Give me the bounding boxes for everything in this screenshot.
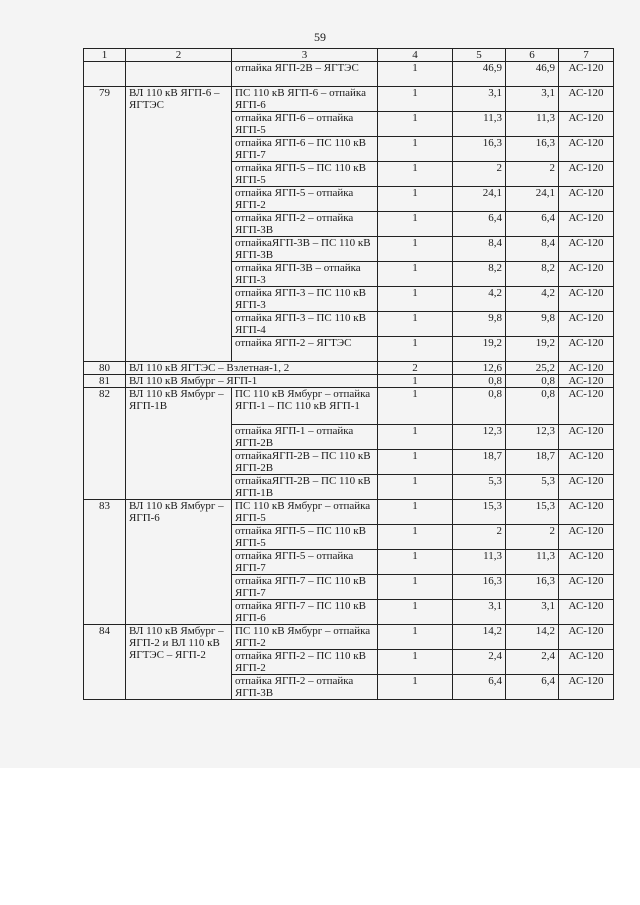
line-name-cell: ВЛ 110 кВ ЯГТЭС – Взлетная-1, 2	[126, 362, 378, 375]
wire-brand-cell: АС-120	[559, 337, 614, 362]
total-length-cell: 8,2	[506, 262, 559, 287]
segment-cell: отпайка ЯГП-5 – отпайка ЯГП-7	[232, 550, 378, 575]
header-cell: 7	[559, 49, 614, 62]
row-number-cell: 79	[84, 87, 126, 362]
header-cell: 4	[378, 49, 453, 62]
circuit-count-cell: 1	[378, 450, 453, 475]
circuit-count-cell: 1	[378, 675, 453, 700]
length-cell: 8,2	[453, 262, 506, 287]
wire-brand-cell: АС-120	[559, 575, 614, 600]
wire-brand-cell: АС-120	[559, 675, 614, 700]
length-cell: 11,3	[453, 550, 506, 575]
circuit-count-cell: 1	[378, 62, 453, 87]
wire-brand-cell: АС-120	[559, 375, 614, 388]
table-row	[84, 375, 614, 388]
segment-cell: отпайка ЯГП-7 – ПС 110 кВ ЯГП-6	[232, 600, 378, 625]
total-length-cell: 18,7	[506, 450, 559, 475]
header-row	[84, 49, 614, 62]
row-number-cell: 81	[84, 375, 126, 388]
length-cell: 0,8	[453, 388, 506, 425]
circuit-count-cell: 1	[378, 287, 453, 312]
wire-brand-cell: АС-120	[559, 500, 614, 525]
total-length-cell: 5,3	[506, 475, 559, 500]
header-cell: 5	[453, 49, 506, 62]
wire-brand-cell: АС-120	[559, 287, 614, 312]
length-cell: 11,3	[453, 112, 506, 137]
circuit-count-cell: 1	[378, 237, 453, 262]
total-length-cell: 6,4	[506, 675, 559, 700]
table-row	[84, 362, 614, 375]
line-name-cell: ВЛ 110 кВ ЯГП-6 – ЯГТЭС	[126, 87, 232, 362]
circuit-count-cell: 1	[378, 550, 453, 575]
length-cell: 15,3	[453, 500, 506, 525]
wire-brand-cell: АС-120	[559, 112, 614, 137]
length-cell: 3,1	[453, 600, 506, 625]
circuit-count-cell: 1	[378, 112, 453, 137]
circuit-count-cell: 1	[378, 575, 453, 600]
wire-brand-cell: АС-120	[559, 237, 614, 262]
length-cell: 9,8	[453, 312, 506, 337]
segment-cell: отпайка ЯГП-6 – отпайка ЯГП-5	[232, 112, 378, 137]
row-number-cell	[84, 62, 126, 87]
page-number: 59	[314, 30, 326, 44]
length-cell: 46,9	[453, 62, 506, 87]
segment-cell: отпайкаЯГП-2В – ПС 110 кВ ЯГП-2В	[232, 450, 378, 475]
row-number-cell: 80	[84, 362, 126, 375]
wire-brand-cell: АС-120	[559, 137, 614, 162]
table-row	[84, 500, 614, 525]
total-length-cell: 25,2	[506, 362, 559, 375]
wire-brand-cell: АС-120	[559, 425, 614, 450]
total-length-cell: 6,4	[506, 212, 559, 237]
segment-cell: ПС 110 кВ Ямбург – отпайка ЯГП-2	[232, 625, 378, 650]
circuit-count-cell: 1	[378, 312, 453, 337]
length-cell: 16,3	[453, 575, 506, 600]
wire-brand-cell: АС-120	[559, 475, 614, 500]
length-cell: 6,4	[453, 212, 506, 237]
table-row	[84, 625, 614, 650]
length-cell: 14,2	[453, 625, 506, 650]
table-row	[84, 87, 614, 112]
wire-brand-cell: АС-120	[559, 388, 614, 425]
circuit-count-cell: 1	[378, 162, 453, 187]
segment-cell: ПС 110 кВ Ямбург – отпайка ЯГП-1 – ПС 110 кВ ЯГП-1	[232, 388, 378, 425]
segment-cell: отпайка ЯГП-5 – ПС 110 кВ ЯГП-5	[232, 162, 378, 187]
table-row	[84, 388, 614, 425]
segment-cell: отпайка ЯГП-6 – ПС 110 кВ ЯГП-7	[232, 137, 378, 162]
segment-cell: ПС 110 кВ ЯГП-6 – отпайка ЯГП-6	[232, 87, 378, 112]
circuit-count-cell: 1	[378, 262, 453, 287]
wire-brand-cell: АС-120	[559, 550, 614, 575]
wire-brand-cell: АС-120	[559, 525, 614, 550]
circuit-count-cell: 1	[378, 500, 453, 525]
circuit-count-cell: 1	[378, 375, 453, 388]
circuit-count-cell: 1	[378, 212, 453, 237]
total-length-cell: 11,3	[506, 112, 559, 137]
segment-cell: отпайка ЯГП-3 – ПС 110 кВ ЯГП-4	[232, 312, 378, 337]
length-cell: 2,4	[453, 650, 506, 675]
circuit-count-cell: 1	[378, 87, 453, 112]
circuit-count-cell: 1	[378, 525, 453, 550]
segment-cell: отпайка ЯГП-2 – отпайка ЯГП-3В	[232, 212, 378, 237]
wire-brand-cell: АС-120	[559, 600, 614, 625]
row-number-cell: 84	[84, 625, 126, 700]
total-length-cell: 3,1	[506, 87, 559, 112]
line-name-cell: ВЛ 110 кВ Ямбург – ЯГП-1В	[126, 388, 232, 500]
header-cell: 6	[506, 49, 559, 62]
length-cell: 6,4	[453, 675, 506, 700]
segment-cell: отпайка ЯГП-7 – ПС 110 кВ ЯГП-7	[232, 575, 378, 600]
length-cell: 18,7	[453, 450, 506, 475]
segment-cell: отпайкаЯГП-3В – ПС 110 кВ ЯГП-3В	[232, 237, 378, 262]
total-length-cell: 2	[506, 525, 559, 550]
total-length-cell: 14,2	[506, 625, 559, 650]
length-cell: 12,3	[453, 425, 506, 450]
length-cell: 2	[453, 162, 506, 187]
circuit-count-cell: 1	[378, 137, 453, 162]
segment-cell: отпайка ЯГП-3В – отпайка ЯГП-3	[232, 262, 378, 287]
wire-brand-cell: АС-120	[559, 162, 614, 187]
total-length-cell: 0,8	[506, 388, 559, 425]
segment-cell: отпайка ЯГП-2 – отпайка ЯГП-3В	[232, 675, 378, 700]
circuit-count-cell: 2	[378, 362, 453, 375]
length-cell: 5,3	[453, 475, 506, 500]
total-length-cell: 15,3	[506, 500, 559, 525]
total-length-cell: 19,2	[506, 337, 559, 362]
circuit-count-cell: 1	[378, 388, 453, 425]
total-length-cell: 11,3	[506, 550, 559, 575]
wire-brand-cell: АС-120	[559, 262, 614, 287]
segment-cell: отпайкаЯГП-2В – ПС 110 кВ ЯГП-1В	[232, 475, 378, 500]
total-length-cell: 9,8	[506, 312, 559, 337]
circuit-count-cell: 1	[378, 650, 453, 675]
wire-brand-cell: АС-120	[559, 62, 614, 87]
wire-brand-cell: АС-120	[559, 450, 614, 475]
length-cell: 4,2	[453, 287, 506, 312]
length-cell: 24,1	[453, 187, 506, 212]
segment-cell: отпайка ЯГП-3 – ПС 110 кВ ЯГП-3	[232, 287, 378, 312]
segment-cell: отпайка ЯГП-2 – ЯГТЭС	[232, 337, 378, 362]
circuit-count-cell: 1	[378, 425, 453, 450]
total-length-cell: 3,1	[506, 600, 559, 625]
wire-brand-cell: АС-120	[559, 312, 614, 337]
total-length-cell: 24,1	[506, 187, 559, 212]
circuit-count-cell: 1	[378, 187, 453, 212]
line-name-cell: ВЛ 110 кВ Ямбург – ЯГП-6	[126, 500, 232, 625]
circuit-count-cell: 1	[378, 600, 453, 625]
segment-cell: отпайка ЯГП-1 – отпайка ЯГП-2В	[232, 425, 378, 450]
wire-brand-cell: АС-120	[559, 187, 614, 212]
wire-brand-cell: АС-120	[559, 362, 614, 375]
circuit-count-cell: 1	[378, 475, 453, 500]
total-length-cell: 16,3	[506, 575, 559, 600]
length-cell: 0,8	[453, 375, 506, 388]
wire-brand-cell: АС-120	[559, 650, 614, 675]
row-number-cell: 83	[84, 500, 126, 625]
line-name-cell	[126, 62, 232, 87]
circuit-count-cell: 1	[378, 337, 453, 362]
segment-cell: отпайка ЯГП-5 – ПС 110 кВ ЯГП-5	[232, 525, 378, 550]
total-length-cell: 2	[506, 162, 559, 187]
total-length-cell: 4,2	[506, 287, 559, 312]
wire-brand-cell: АС-120	[559, 87, 614, 112]
segment-cell: отпайка ЯГП-2В – ЯГТЭС	[232, 62, 378, 87]
wire-brand-cell: АС-120	[559, 625, 614, 650]
total-length-cell: 16,3	[506, 137, 559, 162]
row-number-cell: 82	[84, 388, 126, 500]
length-cell: 19,2	[453, 337, 506, 362]
length-cell: 12,6	[453, 362, 506, 375]
total-length-cell: 2,4	[506, 650, 559, 675]
total-length-cell: 0,8	[506, 375, 559, 388]
length-cell: 3,1	[453, 87, 506, 112]
length-cell: 2	[453, 525, 506, 550]
total-length-cell: 12,3	[506, 425, 559, 450]
table-row	[84, 62, 614, 87]
lines-table	[83, 48, 614, 700]
total-length-cell: 8,4	[506, 237, 559, 262]
segment-cell: отпайка ЯГП-2 – ПС 110 кВ ЯГП-2	[232, 650, 378, 675]
length-cell: 8,4	[453, 237, 506, 262]
header-cell: 1	[84, 49, 126, 62]
line-name-cell: ВЛ 110 кВ Ямбург – ЯГП-1	[126, 375, 378, 388]
header-cell: 2	[126, 49, 232, 62]
segment-cell: отпайка ЯГП-5 – отпайка ЯГП-2	[232, 187, 378, 212]
header-cell: 3	[232, 49, 378, 62]
length-cell: 16,3	[453, 137, 506, 162]
total-length-cell: 46,9	[506, 62, 559, 87]
segment-cell: ПС 110 кВ Ямбург – отпайка ЯГП-5	[232, 500, 378, 525]
line-name-cell: ВЛ 110 кВ Ямбург – ЯГП-2 и ВЛ 110 кВ ЯГТЭС – ЯГП-2	[126, 625, 232, 700]
circuit-count-cell: 1	[378, 625, 453, 650]
wire-brand-cell: АС-120	[559, 212, 614, 237]
